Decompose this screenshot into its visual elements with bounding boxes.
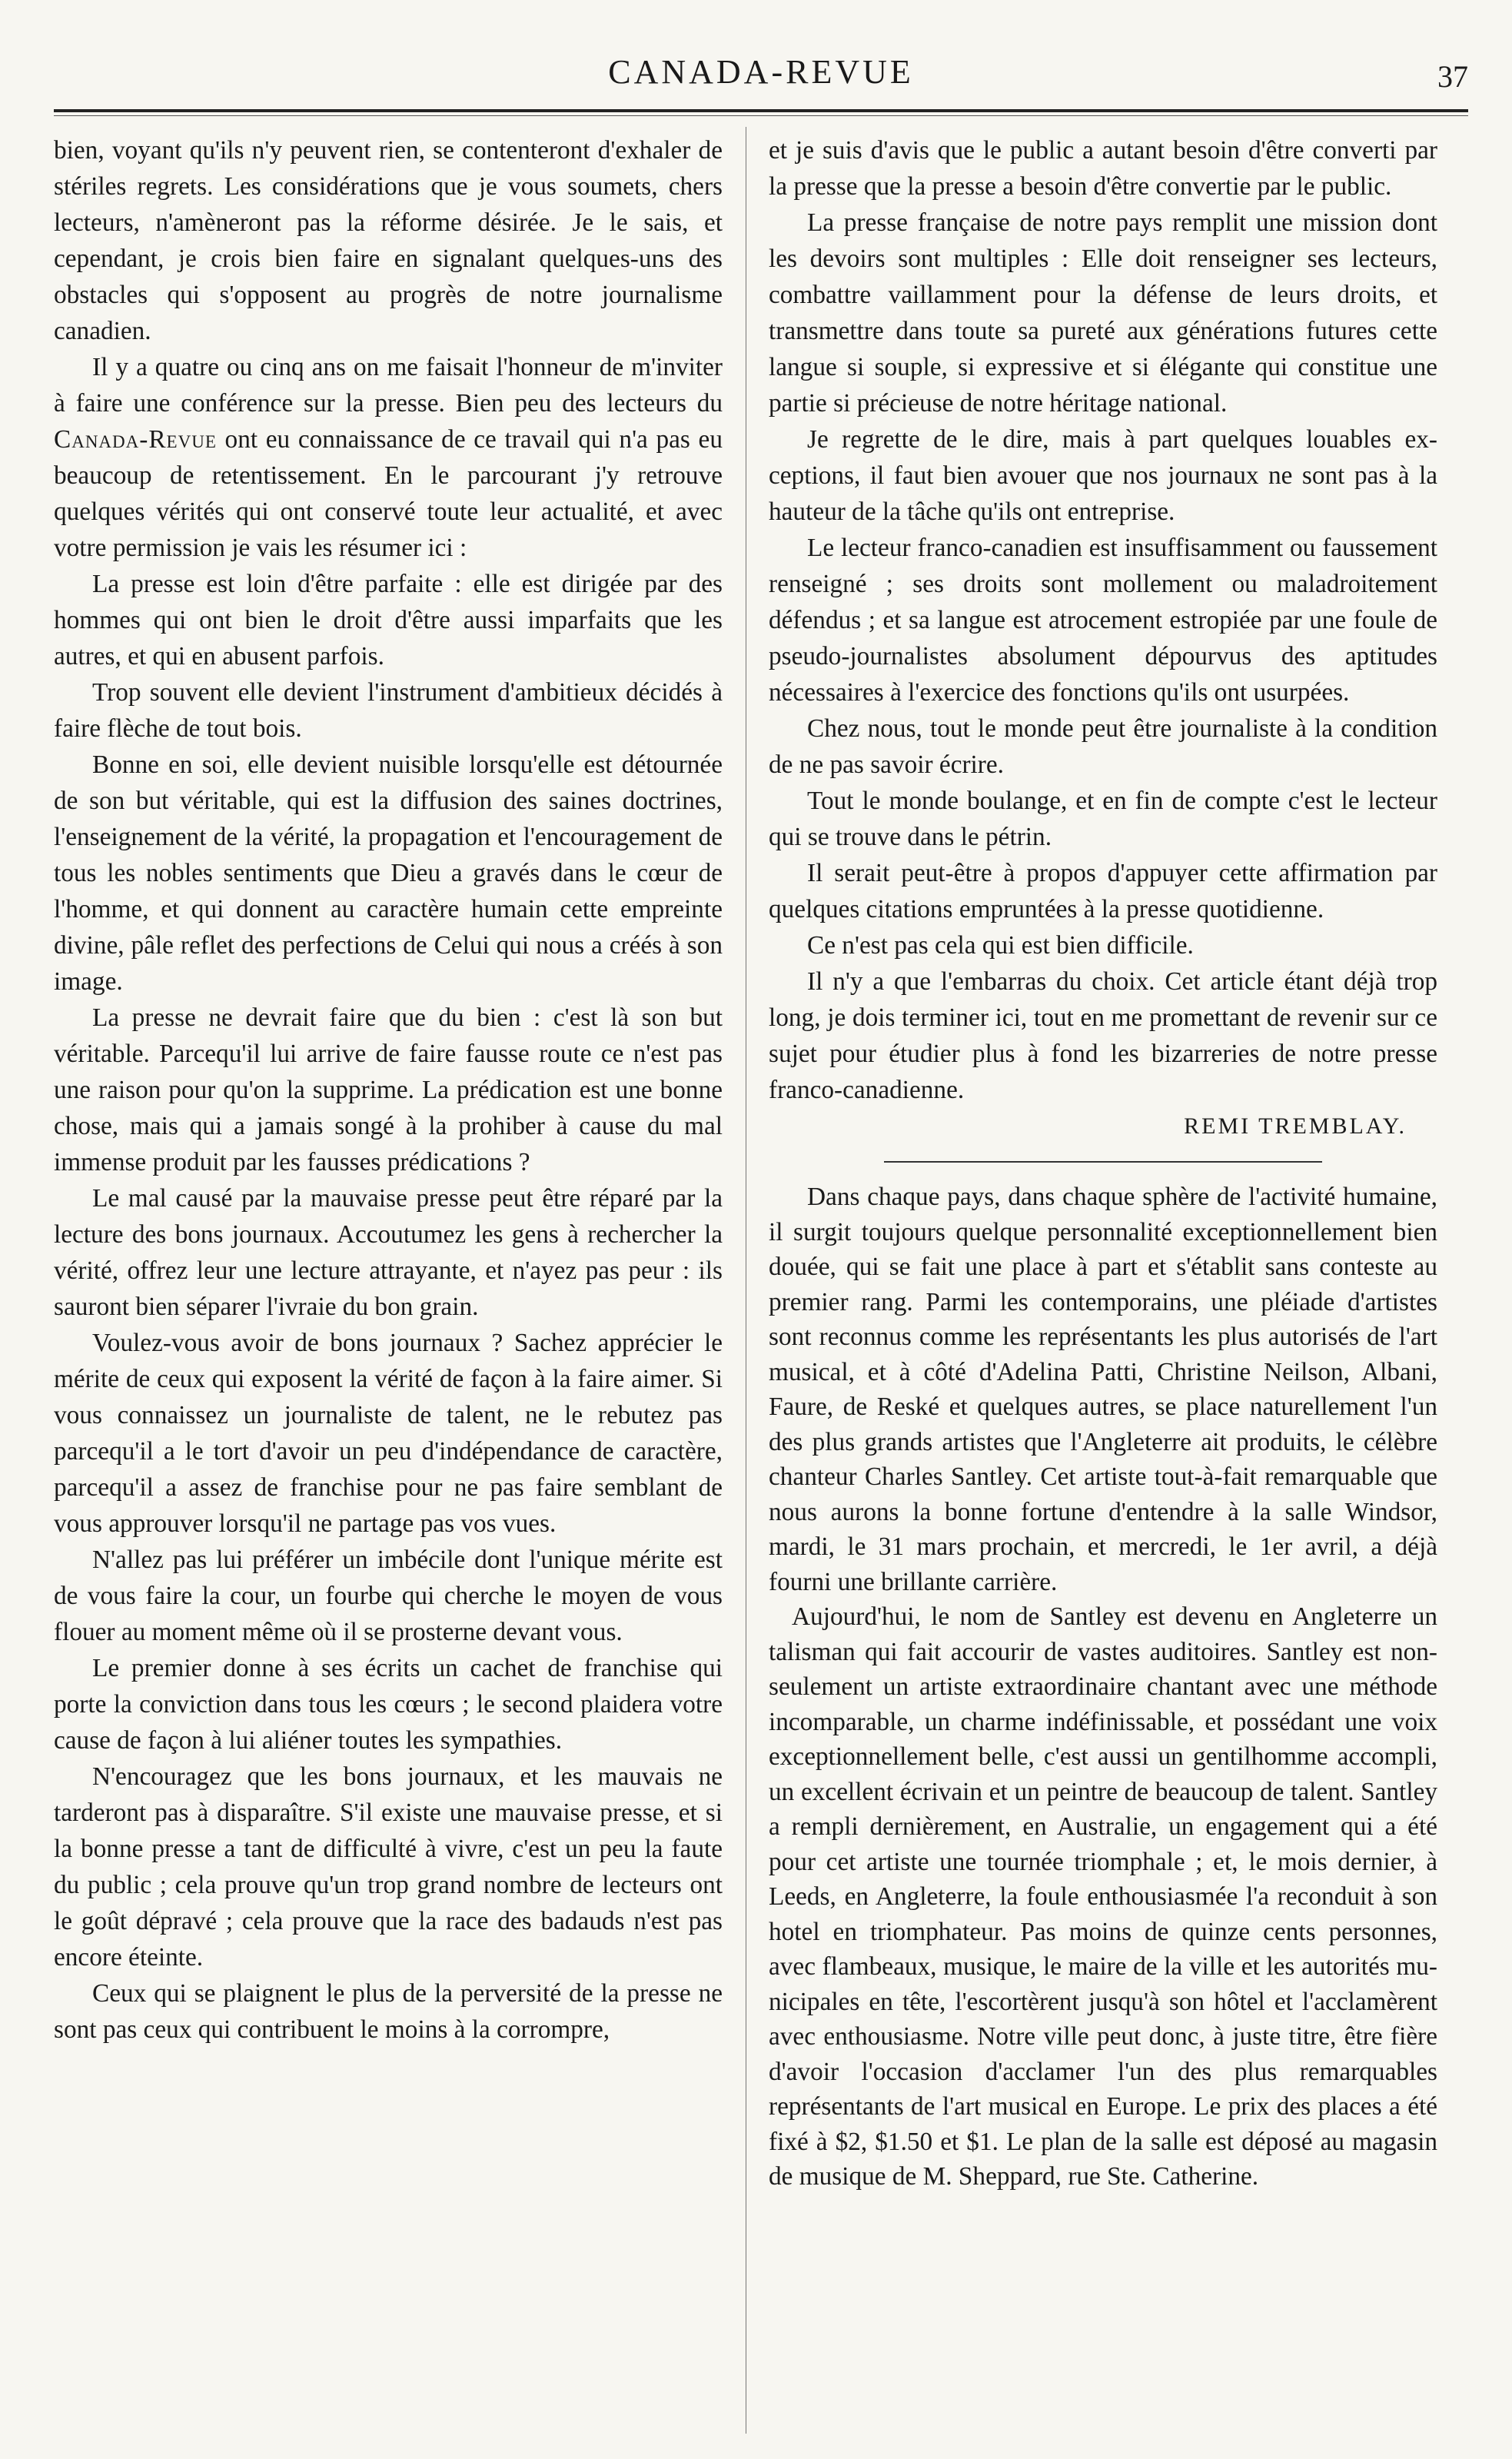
right-column (769, 132, 1437, 2194)
section-divider (884, 1161, 1322, 1163)
header-rule-thin (54, 115, 1468, 116)
paragraph: Je regrette de le dire, mais à part quelques louables exceptions, il faut bien avouer que nos journaux ne sont pas à la hauteur de la tâche qu'ils ont entreprise. (769, 425, 1437, 526)
paragraph: Ceux qui se plaignent le plus de la perversité de la presse ne sont pas ceux qui contribuent le moins à la corrompre, (54, 1979, 723, 2044)
author-signature: REMI TREMBLAY. (1184, 1113, 1407, 1139)
journal-name-smallcaps: Canada-Revue (54, 425, 217, 454)
paragraph: Voulez-vous avoir de bons journaux ? Sachez apprécier le mérite de ceux qui exposent la vérité de façon à la faire aimer. Si vous connaissez un journaliste de talent, ne le rebutez pas parcequ'il a le tort d'avoir un peu d'indépendance de caractère, parcequ'il a assez de franchise pour ne pas faire semblant de vous approuver lorsqu'il ne partage pas vos vues. (54, 1329, 723, 1538)
left-column (54, 132, 723, 2048)
journal-title: CANADA-REVUE (608, 53, 914, 91)
paragraph (54, 349, 723, 566)
paragraph: Le lecteur franco-canadien est insuffisamment ou faussement renseigné ; ses droits sont mollement ou maladroitement défendus ; et sa langue est atrocement estropiée par une foule de pseudo-journalistes absolument dépourvus des aptitudes nécessaires à l'exercice des fonctions qu'ils ont usurpées. (769, 534, 1437, 707)
paragraph: Le premier donne à ses écrits un cachet de franchise qui porte la conviction dans tous les cœurs ; le second plaidera votre cause de façon à lui aliéner toutes les sympathies. (54, 1654, 723, 1755)
paragraph: Bonne en soi, elle devient nuisible lorsqu'elle est détournée de son but véritable, qui est la diffusion des saines doctrines, l'enseignement de la vérité, la propagation et l'encouragement de tous les nobles sentiments que Dieu a gravés dans le cœur de l'homme, et qui donnent au caractère humain cette empreinte divine, pâle reflet des perfections de Celui qui nous a créés à son image. (54, 750, 723, 996)
paragraph: Il n'y a que l'embarras du choix. Cet article étant déjà trop long, je dois terminer ici, tout en me promettant de revenir sur ce sujet pour étudier plus à fond les bizarreries de notre presse franco-canadienne. (769, 967, 1437, 1104)
header-rule (54, 109, 1468, 112)
paragraph: La presse est loin d'être parfaite : elle est dirigée par des hommes qui ont bien le droit d'être aussi imparfaits que les autres, et qui en abusent parfois. (54, 570, 723, 670)
paragraph: Ce n'est pas cela qui est bien difficile. (807, 931, 1194, 960)
paragraph: La presse ne devrait faire que du bien : c'est là son but véritable. Parcequ'il lui arrive de faire fausse route ce n'est pas une raison pour qu'on la supprime. La prédication est une bonne chose, mais qui a jamais songé à la prohiber à cause du mal immense produit par les fausses prédications ? (54, 1003, 723, 1176)
paragraph-text: Il y a quatre ou cinq ans on me faisait l'honneur de m'inviter à faire une conférence sur la presse. Bien peu des lecteurs du (54, 353, 723, 418)
paragraph: Le mal causé par la mauvaise presse peut être réparé par la lecture des bons journaux. Accoutumez les gens à rechercher la vérité, offrez leur une lecture attrayante, et n'ayez pas peur : ils sauront bien séparer l'ivraie du bon grain. (54, 1184, 723, 1321)
paragraph: Tout le monde boulange, et en fin de compte c'est le lecteur qui se trouve dans le pétrin. (769, 787, 1437, 851)
paragraph: N'allez pas lui préférer un imbécile dont l'unique mérite est de vous faire la cour, un fourbe qui cherche le moyen de vous flouer au moment même où il se prosterne devant vous. (54, 1546, 723, 1646)
page-header (54, 46, 1468, 108)
paragraph: Trop souvent elle devient l'instrument d'ambitieux décidés à faire flèche de tout bois. (54, 678, 723, 743)
paragraph: bien, voyant qu'ils n'y peuvent rien, se contenteront d'exhaler de stériles regrets. Les considérations que je vous soumets, chers lecteurs, n'amèneront pas la réforme désirée. Je le sais, et cependant, je crois bien faire en signalant quelques-uns des obstacles qui s'opposent au progrès de notre journalisme canadien. (54, 136, 723, 345)
paragraph: Il serait peut-être à propos d'appuyer cette affirmation par quelques citations empruntées à la presse quotidienne. (769, 859, 1437, 923)
paragraph: Dans chaque pays, dans chaque sphère de l'activité humaine, il surgit toujours quelque personnalité exceptionnellement bien douée, qui se fait une place à part et s'établit sans conteste au premier rang. Parmi les contemporains, une pléiade d'artistes sont reconnus comme les représentants les plus autorisés de l'art musical, et à côté d'Adelina Patti, Christine Neilson, Albani, Faure, de Reské et quelques autres, se place naturellement l'un des plus grands artistes que l'Angleterre ait produits, le célèbre chanteur Charles Santley. Cet artiste tout-à-fait remarquable que nous aurons la bonne fortune d'entendre à la salle Windsor, mardi, le 31 mars prochain, et mercredi, le 1er avril, a déjà fourni une brillante carrière. (769, 1183, 1437, 1596)
paragraph: Chez nous, tout le monde peut être journaliste à la condition de ne pas savoir écrire. (769, 714, 1437, 779)
paragraph: Aujourd'hui, le nom de Santley est devenu en Angleterre un talisman qui fait accourir de vastes auditoires. Santley est non-seulement un artiste extraordinaire chantant avec une méthode incomparable, un charme indéfinissable, et possédant une voix exceptionnellement belle, c'est aussi un gentilhomme accompli, un excellent écrivain et un peintre de beaucoup de talent. Santley a rempli dernièrement, en Australie, un engagement qui a été pour cet artiste une tournée triomphale ; et, le mois dernier, à Leeds, en Angleterre, la foule enthousiasmée l'a reconduit à son hotel en triomphateur. Pas moins de quinze cents personnes, avec flambeaux, musique, le maire de la ville et les autorités municipales en tête, l'escortèrent jusqu'à son hôtel et l'acclamèrent avec enthousiasme. Notre ville peut donc, à juste titre, être fière d'avoir l'occasion d'acclamer l'un des plus remarquables représentants de l'art musical en Europe. Le prix des places a été fixé à $2, $1.50 et $1. Le plan de la salle est déposé au magasin de musique de M. Sheppard, rue Ste. Catherine. (769, 1602, 1437, 2191)
paragraph: N'encouragez que les bons journaux, et les mauvais ne tarderont pas à disparaître. S'il existe une mauvaise presse, et si la bonne presse a tant de difficulté à vivre, c'est un peu la faute du public ; cela prouve qu'un trop grand nombre de lecteurs ont le goût dépravé ; cela prouve que la race des badauds n'est pas encore éteinte. (54, 1762, 723, 1972)
paragraph: La presse française de notre pays remplit une mission dont les devoirs sont multiples : Elle doit renseigner ses lecteurs, combattre vaillamment pour la défense de leurs droits, et transmettre dans toute sa pureté aux générations futures cette langue si souple, si expressive et si élégante qui constitue une partie si précieuse de notre héritage national. (769, 208, 1437, 418)
paragraph-text: ont eu connaissance de ce travail qui n'a pas eu beaucoup de retentissement. En le parcourant j'y retrouve quelques vérités qui ont conservé toute leur actualité, et avec votre permission je vais les résumer ici : (54, 425, 723, 562)
paragraph: et je suis d'avis que le public a autant besoin d'être converti par la presse que la presse a besoin d'être convertie par le public. (769, 136, 1437, 201)
page-number: 37 (1437, 59, 1468, 94)
